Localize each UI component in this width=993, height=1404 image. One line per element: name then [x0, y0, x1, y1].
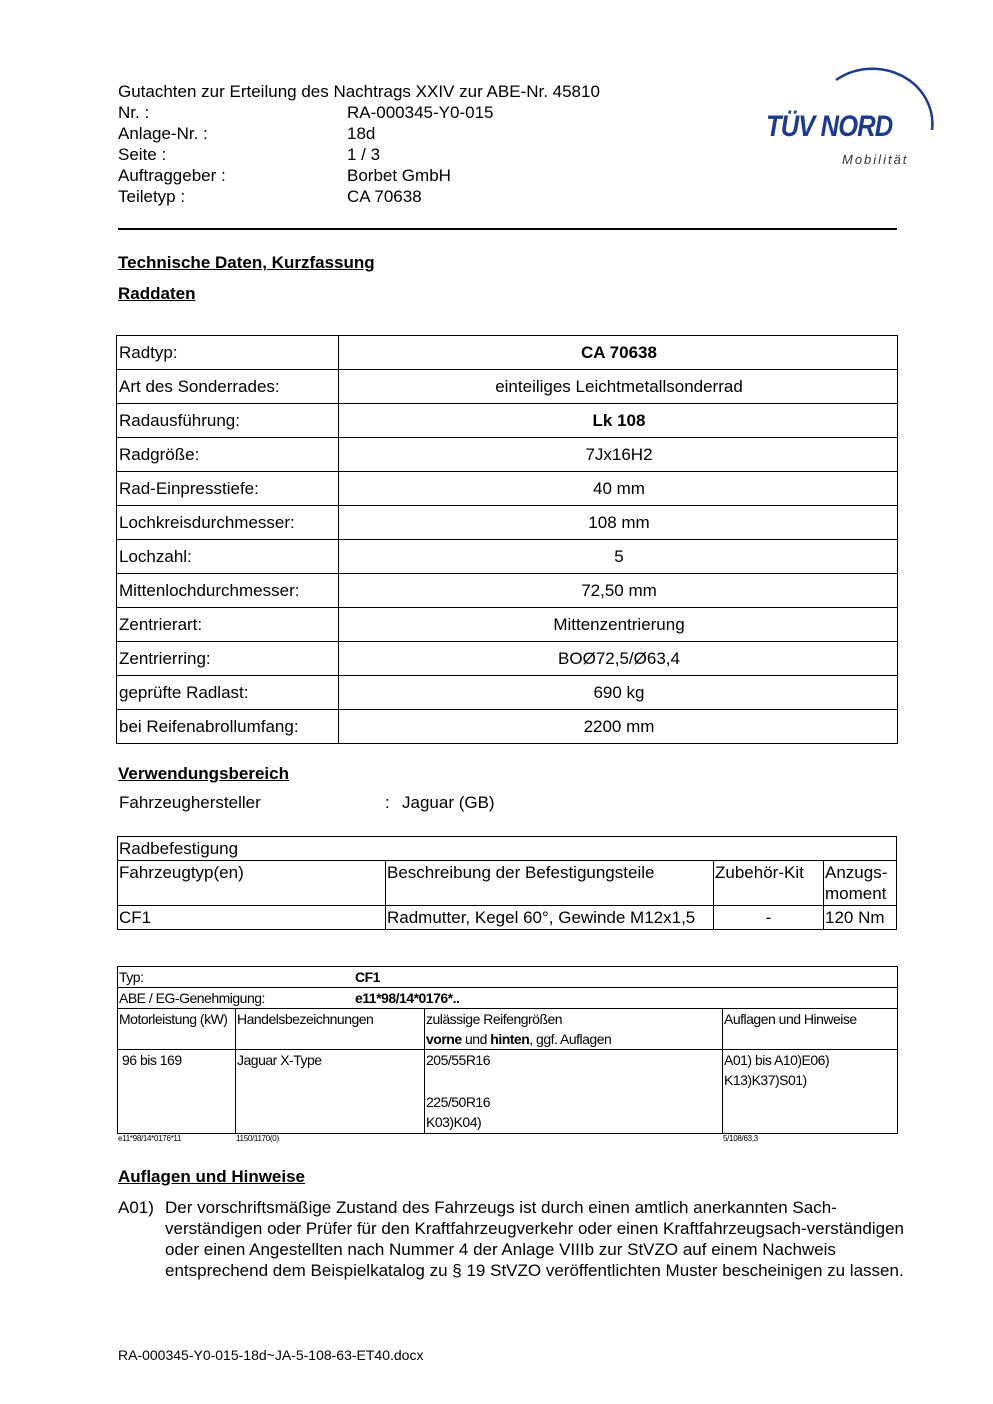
notes-line: A01) bis A10)E06)	[724, 1052, 830, 1068]
typ-value: CF1	[355, 969, 380, 985]
table-cell-label: Lochkreisdurchmesser:	[117, 506, 339, 540]
header-vorne: vorne	[426, 1031, 462, 1047]
table-row	[117, 574, 898, 608]
table-cell-label: Radgröße:	[117, 438, 339, 472]
table-row	[117, 336, 898, 370]
table-cell-value: CA 70638	[339, 336, 898, 370]
typ-foot-lk: 5/108/63,3	[723, 1134, 758, 1143]
table-header-row	[118, 861, 897, 906]
header-line: zulässige Reifengrößen	[426, 1011, 563, 1027]
section-heading-raddaten: Raddaten	[118, 284, 196, 303]
table-row	[117, 506, 898, 540]
table-row	[118, 988, 898, 1009]
table-row	[117, 370, 898, 404]
header-value: CA 70638	[347, 187, 422, 206]
table-cell-label: Lochzahl:	[117, 540, 339, 574]
header-und: und	[461, 1031, 491, 1047]
table-cell: -	[714, 906, 824, 930]
column-header: Motorleistung (kW)	[118, 1009, 236, 1050]
header-value: Borbet GmbH	[347, 166, 451, 185]
typ-row	[118, 967, 898, 988]
abe-row	[118, 988, 898, 1009]
table-cell-label: Rad-Einpresstiefe:	[117, 472, 339, 506]
table-row	[117, 710, 898, 744]
table-row	[117, 438, 898, 472]
header-label: Teiletyp :	[118, 187, 186, 206]
table-row	[117, 540, 898, 574]
radbefestigung-table	[117, 836, 897, 930]
table-row	[118, 1050, 898, 1134]
header-label: Auftraggeber :	[118, 166, 226, 185]
table-cell-label: Art des Sonderrades:	[117, 370, 339, 404]
table-cell-label: Mittenlochdurchmesser:	[117, 574, 339, 608]
table-cell-label: Zentrierring:	[117, 642, 339, 676]
table-cell-value: Lk 108	[339, 404, 898, 438]
fahrzeughersteller-line	[119, 793, 495, 813]
header-value: 1 / 3	[347, 145, 381, 164]
abe-value: e11*98/14*0176*..	[355, 990, 460, 1006]
table-cell-value: 40 mm	[339, 472, 898, 506]
column-header	[425, 1009, 723, 1050]
logo-brand: TÜV NORD	[766, 110, 893, 143]
table-cell-value: 5	[339, 540, 898, 574]
header-value: RA-000345-Y0-015	[347, 103, 494, 122]
column-header: Anzugs-moment	[824, 861, 897, 906]
column-header: Auflagen und Hinweise	[723, 1009, 898, 1050]
typ-foot-code: e11*98/14*0176*11	[118, 1134, 182, 1143]
table-cell: CF1	[118, 906, 386, 930]
table-cell-value: einteiliges Leichtmetallsonderrad	[339, 370, 898, 404]
section-heading-auflagen: Auflagen und Hinweise	[118, 1167, 306, 1186]
hersteller-label: Fahrzeughersteller	[119, 793, 261, 812]
table-row	[117, 608, 898, 642]
table-cell-value: 72,50 mm	[339, 574, 898, 608]
document-header	[118, 81, 600, 207]
table-cell-value: 108 mm	[339, 506, 898, 540]
header-row-nr	[118, 102, 600, 123]
typ-foot-weight: 1150/1170(0)	[236, 1134, 279, 1143]
table-cell-value: 690 kg	[339, 676, 898, 710]
tire-size: 225/50R16	[426, 1094, 491, 1110]
table-row	[118, 837, 897, 861]
table-cell-tires	[425, 1050, 723, 1134]
table-cell-label: geprüfte Radlast:	[117, 676, 339, 710]
header-line	[426, 1029, 721, 1049]
header-hinten: hinten	[490, 1031, 530, 1047]
tire-size: 205/55R16	[426, 1052, 491, 1068]
header-value: 18d	[347, 124, 376, 143]
table-cell-value: 2200 mm	[339, 710, 898, 744]
abe-label: ABE / EG-Genehmigung:	[119, 990, 265, 1006]
header-row-teiletyp	[118, 186, 600, 207]
table-cell-name: Jaguar X-Type	[236, 1050, 425, 1134]
table-row	[118, 906, 897, 930]
table-cell-kw: 96 bis 169	[118, 1050, 236, 1134]
header-label: Anlage-Nr. :	[118, 124, 208, 143]
header-row-anlage	[118, 123, 600, 144]
typ-label: Typ:	[119, 969, 144, 985]
header-rest: , ggf. Auflagen	[529, 1031, 612, 1047]
header-label: Seite :	[118, 145, 167, 164]
column-header: Beschreibung der Befestigungsteile	[386, 861, 714, 906]
table-header-row	[118, 1009, 898, 1050]
column-header: Zubehör-Kit	[714, 861, 824, 906]
table-cell: 120 Nm	[824, 906, 897, 930]
table-cell-label: Zentrierart:	[117, 608, 339, 642]
header-divider	[118, 228, 897, 230]
table-cell-notes	[723, 1050, 898, 1134]
section-heading-verwendungsbereich: Verwendungsbereich	[118, 764, 289, 783]
header-row-auftraggeber	[118, 165, 600, 186]
hersteller-separator: :	[385, 793, 390, 812]
header-row-seite	[118, 144, 600, 165]
tire-notes: K03)K04)	[426, 1114, 482, 1130]
auflage-a01	[118, 1197, 908, 1281]
table-title: Radbefestigung	[118, 837, 897, 861]
table-cell-value: 7Jx16H2	[339, 438, 898, 472]
header-title: Gutachten zur Erteilung des Nachtrags XXIV zur ABE-Nr. 45810	[118, 82, 600, 101]
table-row	[117, 676, 898, 710]
table-cell-label: bei Reifenabrollumfang:	[117, 710, 339, 744]
raddaten-table	[116, 335, 898, 744]
table-row	[117, 404, 898, 438]
table-cell-label: Radtyp:	[117, 336, 339, 370]
column-header: Fahrzeugtyp(en)	[118, 861, 386, 906]
section-heading-technische-daten: Technische Daten, Kurzfassung	[118, 253, 375, 272]
column-header: Handelsbezeichnungen	[236, 1009, 425, 1050]
typ-table	[117, 966, 898, 1134]
logo-subtitle: Mobilität	[842, 152, 909, 167]
footer-filename: RA-000345-Y0-015-18d~JA-5-108-63-ET40.docx	[118, 1347, 424, 1363]
table-cell-label: Radausführung:	[117, 404, 339, 438]
auflage-code: A01)	[118, 1198, 154, 1217]
notes-line: K13)K37)S01)	[724, 1072, 807, 1088]
hersteller-value: Jaguar (GB)	[402, 793, 495, 812]
table-row	[117, 642, 898, 676]
table-cell-value: Mittenzentrierung	[339, 608, 898, 642]
tuv-nord-logo	[766, 58, 941, 173]
table-cell: Radmutter, Kegel 60°, Gewinde M12x1,5	[386, 906, 714, 930]
header-label: Nr. :	[118, 103, 150, 122]
table-cell-value: BOØ72,5/Ø63,4	[339, 642, 898, 676]
auflage-text: Der vorschriftsmäßige Zustand des Fahrzeugs ist durch einen amtlich anerkannten Sach-verständigen oder Prüfer für den Kraftfahrzeugverkehr oder einen Kraftfahrzeugsach-verständigen oder einen Angestellten nach Nummer 4 der Anlage VIIIb zur StVZO auf einem Nachweis entsprechend dem Beispielkatalog zu § 19 StVZO veröffentlichten Muster bescheinigen zu lassen.	[165, 1198, 904, 1280]
table-row	[117, 472, 898, 506]
table-row	[118, 967, 898, 988]
